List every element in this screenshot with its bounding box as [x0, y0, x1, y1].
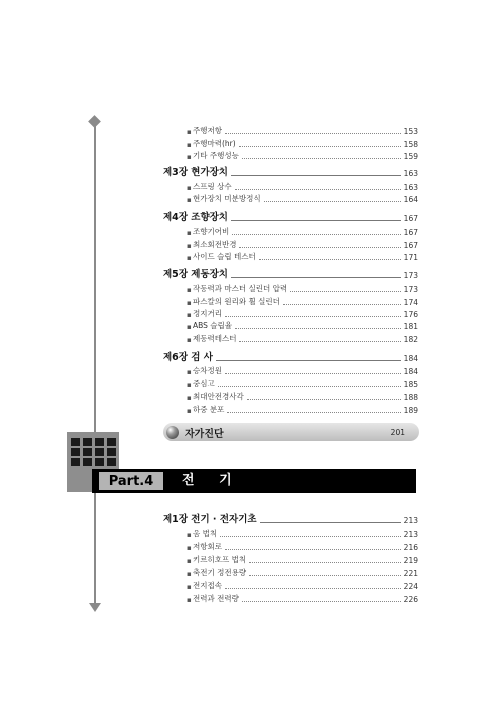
item-label: 최소회전반경 [193, 240, 237, 249]
toc-item-row[interactable] [163, 250, 418, 262]
bullet-icon: ▪ [187, 381, 192, 389]
dot-leader [283, 303, 401, 305]
toc-item-row[interactable] [163, 579, 418, 591]
grid-square [107, 458, 116, 466]
grid-square [83, 438, 92, 446]
item-label: 주행마력(hr) [193, 139, 236, 148]
toc-item-row[interactable] [163, 527, 418, 539]
dot-leader [225, 548, 401, 550]
item-label: 전지접속 [193, 581, 222, 590]
self-diagnosis-page: 201 [390, 427, 405, 437]
page-number: 226 [403, 595, 418, 604]
bullet-icon: ▪ [187, 407, 192, 415]
page-number: 173 [403, 271, 418, 280]
dot-leader [249, 574, 401, 576]
page-number: 224 [403, 582, 418, 591]
toc-chapter-row[interactable] [163, 211, 418, 223]
item-label: 최대안전경사각 [193, 392, 244, 401]
bullet-icon: ▪ [187, 153, 192, 161]
item-label: 하중 분포 [193, 405, 225, 414]
dot-leader [231, 174, 401, 176]
bullet-icon: ▪ [187, 531, 192, 539]
dot-leader [220, 535, 401, 537]
grid-square [107, 438, 116, 446]
bullet-icon: ▪ [187, 311, 192, 319]
bullet-icon: ▪ [187, 299, 192, 307]
page-number: 221 [403, 569, 418, 578]
toc-item-row[interactable] [163, 332, 418, 344]
page-number: 213 [403, 530, 418, 539]
dot-leader [239, 145, 401, 147]
grid-square [107, 448, 116, 456]
toc-item-row[interactable] [163, 180, 418, 192]
grid-square [95, 438, 104, 446]
grid-square [83, 448, 92, 456]
bullet-icon: ▪ [187, 242, 192, 250]
page-number: 181 [403, 322, 418, 331]
item-label: 축전기 정전용량 [193, 568, 247, 577]
page-number: 167 [403, 214, 418, 223]
toc-item-row[interactable] [163, 307, 418, 319]
page-number: 163 [403, 183, 418, 192]
page-number: 167 [403, 241, 418, 250]
toc-item-row[interactable] [163, 319, 418, 331]
dot-leader [231, 276, 401, 278]
item-label: 파스칼의 원리와 휠 실린더 [193, 297, 280, 306]
toc-item-row[interactable] [163, 553, 418, 565]
dot-leader [216, 359, 401, 361]
toc-item-row[interactable] [163, 282, 418, 294]
dot-leader [259, 258, 401, 260]
page-number: 216 [403, 543, 418, 552]
page-number: 185 [403, 380, 418, 389]
bullet-icon: ▪ [187, 336, 192, 344]
item-label: 저항회로 [193, 542, 222, 551]
dot-leader [232, 233, 400, 235]
page-number: 176 [403, 310, 418, 319]
page-number: 213 [403, 516, 418, 525]
bullet-icon: ▪ [187, 286, 192, 294]
page-number: 153 [403, 127, 418, 136]
page-number: 171 [403, 253, 418, 262]
chapter-title: 제1장 전기 · 전자기초 [163, 514, 257, 525]
item-label: 작동력과 마스터 실린더 압력 [193, 284, 288, 293]
item-label: 중심고 [193, 379, 215, 388]
dot-leader [218, 385, 401, 387]
dot-leader [231, 219, 401, 221]
toc-item-row[interactable] [163, 124, 418, 136]
item-label: 현가장치 미분방정식 [193, 194, 261, 203]
page-number: 188 [403, 393, 418, 402]
toc-item-row[interactable] [163, 149, 418, 161]
toc-item-row[interactable] [163, 137, 418, 149]
chapter-title: 제4장 조향장치 [163, 212, 228, 223]
page-number: 219 [403, 556, 418, 565]
dot-leader [264, 200, 401, 202]
toc-item-row[interactable] [163, 592, 418, 604]
item-label: 옴 법칙 [193, 529, 218, 538]
part-number: Part.4 [99, 472, 163, 490]
toc-chapter-row[interactable] [163, 166, 418, 178]
dot-leader [225, 587, 401, 589]
toc-item-row[interactable] [163, 540, 418, 552]
dot-leader [260, 521, 401, 523]
toc-chapter-row[interactable] [163, 513, 418, 525]
toc-item-row[interactable] [163, 295, 418, 307]
dot-leader [290, 290, 401, 292]
bullet-icon: ▪ [187, 128, 192, 136]
dot-leader [227, 411, 400, 413]
item-label: 전력과 전력량 [193, 594, 239, 603]
page-number: 173 [403, 285, 418, 294]
bullet-icon: ▪ [187, 254, 192, 262]
chapter-title: 제3장 현가장치 [163, 167, 228, 178]
item-label: 주행저항 [193, 126, 222, 135]
dot-leader [242, 600, 401, 602]
bullet-icon: ▪ [187, 557, 192, 565]
item-label: 사이드 슬립 테스터 [193, 252, 256, 261]
page-number: 164 [403, 195, 418, 204]
bullet-icon: ▪ [187, 596, 192, 604]
item-label: 승차정원 [193, 366, 222, 375]
dot-leader [242, 157, 401, 159]
self-diagnosis-entry[interactable] [163, 423, 419, 441]
toc-item-row[interactable] [163, 377, 418, 389]
dot-leader [225, 372, 401, 374]
dot-leader [239, 340, 400, 342]
toc-item-row[interactable] [163, 364, 418, 376]
page-number: 182 [403, 335, 418, 344]
toc-chapter-row[interactable] [163, 268, 418, 280]
dot-leader [247, 398, 401, 400]
toc-item-row[interactable] [163, 192, 418, 204]
toc-item-row[interactable] [163, 238, 418, 250]
item-label: 기타 주행성능 [193, 151, 239, 160]
arrow-down-icon [89, 603, 101, 612]
grid-square [71, 458, 80, 466]
page-number: 184 [403, 354, 418, 363]
page-number: 184 [403, 367, 418, 376]
item-label: 조향기어비 [193, 227, 230, 236]
bullet-icon: ▪ [187, 583, 192, 591]
bullet-icon: ▪ [187, 544, 192, 552]
item-label: 제동력테스터 [193, 334, 237, 343]
page-number: 174 [403, 298, 418, 307]
bullet-icon: ▪ [187, 570, 192, 578]
bullet-icon: ▪ [187, 368, 192, 376]
dot-leader [225, 315, 401, 317]
grid-square [95, 458, 104, 466]
page-number: 159 [403, 152, 418, 161]
bullet-icon: ▪ [187, 394, 192, 402]
margin-line [94, 122, 96, 606]
bullet-icon: ▪ [187, 229, 192, 237]
toc-chapter-row[interactable] [163, 351, 418, 363]
grid-square [71, 438, 80, 446]
toc-item-row[interactable] [163, 390, 418, 402]
bullet-icon: ▪ [187, 196, 192, 204]
bullet-icon: ▪ [187, 141, 192, 149]
sphere-bullet-icon [166, 426, 179, 439]
part-title: 전 기 [182, 473, 242, 488]
item-label: 정지거리 [193, 309, 222, 318]
page-number: 163 [403, 169, 418, 178]
table-of-contents [163, 0, 418, 707]
bullet-icon: ▪ [187, 323, 192, 331]
page-number: 189 [403, 406, 418, 415]
bullet-icon: ▪ [187, 184, 192, 192]
item-label: 스프링 상수 [193, 182, 232, 191]
item-label: ABS 슬립율 [193, 321, 233, 330]
toc-item-row[interactable] [163, 225, 418, 237]
page-number: 167 [403, 228, 418, 237]
dot-leader [235, 327, 401, 329]
dot-leader [225, 132, 401, 134]
chapter-title: 제6장 검 사 [163, 352, 213, 363]
diamond-marker-icon [88, 115, 101, 128]
toc-item-row[interactable] [163, 403, 418, 415]
self-diagnosis-label: 자가진단 [185, 428, 224, 440]
toc-item-row[interactable] [163, 566, 418, 578]
dot-leader [249, 561, 401, 563]
dot-leader [239, 246, 400, 248]
item-label: 키르히호프 법칙 [193, 555, 247, 564]
chapter-title: 제5장 제동장치 [163, 269, 228, 280]
grid-square [71, 448, 80, 456]
grid-square [83, 458, 92, 466]
page-number: 158 [403, 140, 418, 149]
grid-square [95, 448, 104, 456]
dot-leader [235, 188, 401, 190]
